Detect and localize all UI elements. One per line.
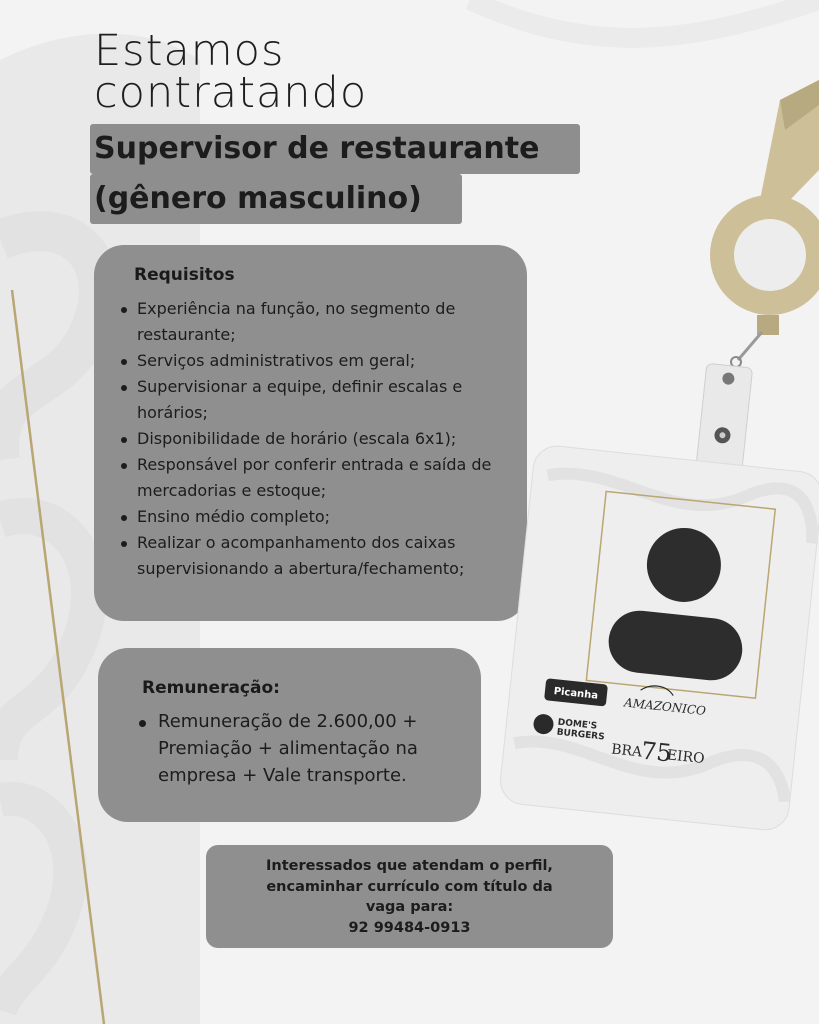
job-title-line2: (gênero masculino) [90, 174, 462, 224]
contact-phone: 92 99484-0913 [348, 919, 471, 936]
svg-text:BURGERS: BURGERS [556, 727, 606, 743]
id-badge-illustration [480, 60, 819, 860]
contact-line3: vaga para: [365, 899, 454, 915]
svg-text:BRA: BRA [610, 741, 643, 761]
headline-line1: Estamos [94, 26, 285, 76]
headline-line2: contratando [94, 68, 368, 118]
requirement-item: Realizar o acompanhamento dos caixas supervisionando a abertura/fechamento; [120, 530, 520, 582]
requirement-item: Experiência na função, no segmento de restaurante; [120, 296, 520, 348]
requirement-item: Disponibilidade de horário (escala 6x1); [120, 426, 520, 452]
headline [94, 26, 368, 118]
requirements-list [120, 296, 520, 582]
remuneration-title: Remuneração: [142, 678, 280, 698]
requirement-item: Supervisionar a equipe, definir escalas e horários; [120, 374, 520, 426]
requirement-item: Responsável por conferir entrada e saída de mercadorias e estoque; [120, 452, 520, 504]
requirement-item: Serviços administrativos em geral; [120, 348, 520, 374]
contact-line1: Interessados que atendam o perfil, [266, 858, 553, 874]
contact-panel [206, 845, 613, 948]
requirements-title: Requisitos [134, 265, 235, 285]
svg-text:EIRO: EIRO [666, 747, 706, 768]
job-title-line1: Supervisor de restaurante [90, 124, 580, 174]
requirements-panel [94, 245, 527, 621]
svg-text:Picanha: Picanha [553, 686, 599, 702]
remuneration-item: Remuneração de 2.600,00 + Premiação + alimentação na empresa + Vale transporte. [138, 708, 438, 789]
svg-text:AMAZONICO: AMAZONICO [623, 695, 707, 718]
svg-text:DOME'S: DOME'S [557, 717, 598, 732]
remuneration-list [138, 708, 438, 789]
remuneration-panel [98, 648, 481, 822]
svg-text:75: 75 [639, 736, 674, 768]
contact-line2: encaminhar currículo com título da [266, 878, 553, 895]
requirement-item: Ensino médio completo; [120, 504, 520, 530]
